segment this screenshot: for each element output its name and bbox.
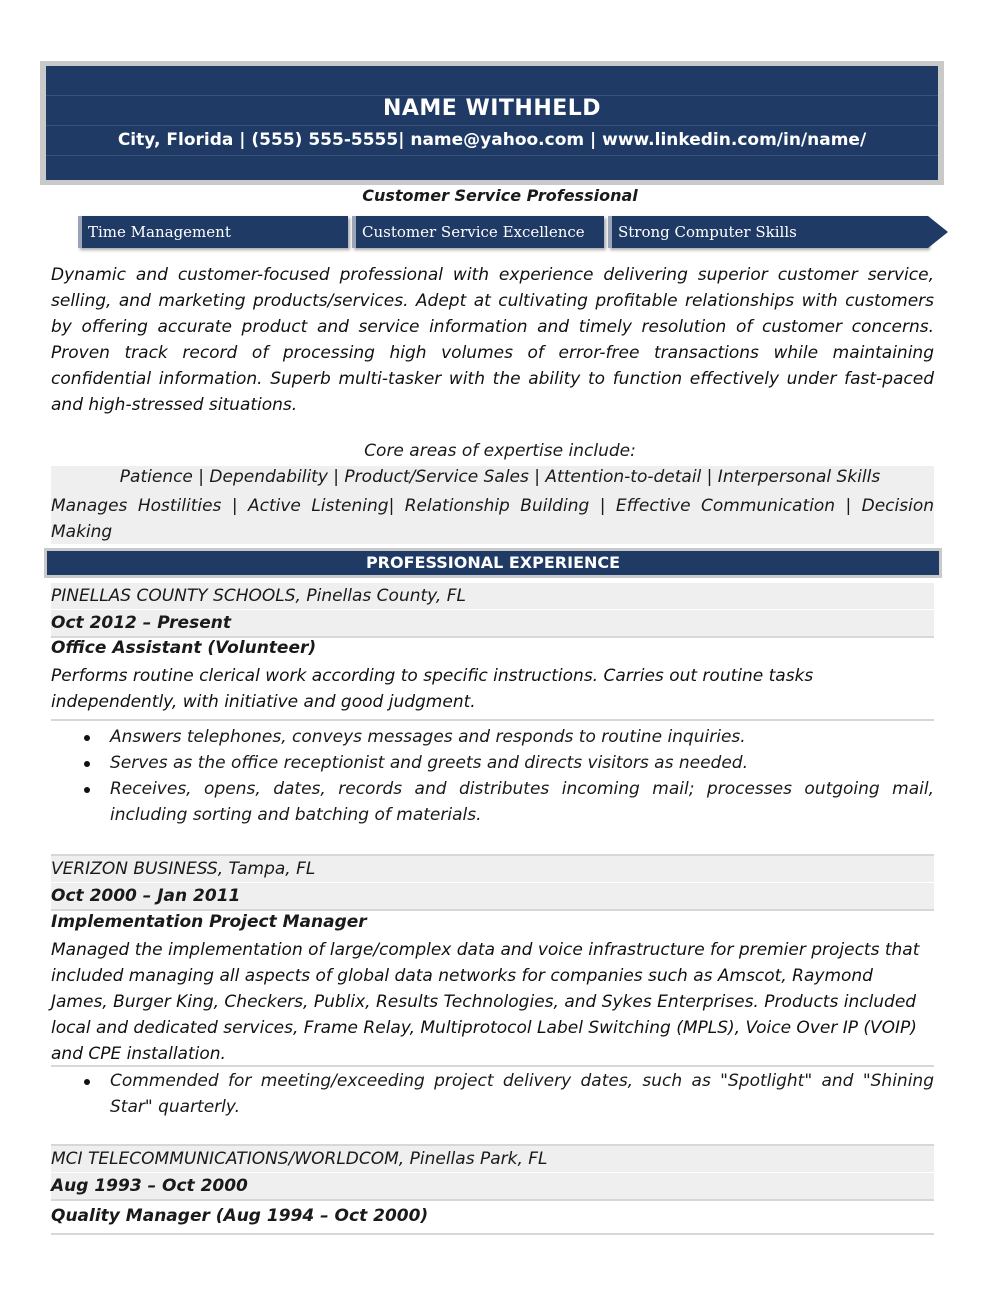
job-bullets — [51, 724, 934, 828]
contact-info: City, Florida | (555) 555-5555| name@yahoo.com | www.linkedin.com/in/name/ — [117, 130, 867, 150]
core-expertise-line-1: Patience | Dependability | Product/Service Sales | Attention-to-detail | Interpersonal Skills — [119, 467, 881, 487]
core-expertise-title: Core areas of expertise include: — [364, 441, 636, 461]
candidate-name: NAME WITHHELD — [382, 96, 602, 121]
job-company: PINELLAS COUNTY SCHOOLS, Pinellas County, FL — [51, 586, 466, 606]
divider — [51, 1233, 934, 1235]
skill-computer: Strong Computer Skills — [608, 216, 928, 248]
job-title: Office Assistant (Volunteer) — [51, 638, 317, 658]
skill-time-management: Time Management — [78, 216, 348, 248]
header-banner — [40, 61, 944, 185]
job-header — [51, 856, 934, 909]
list-item: Commended for meeting/exceeding project delivery dates, such as "Spotlight" and "Shining Star" quarterly. — [51, 1068, 934, 1120]
job-company: MCI TELECOMMUNICATIONS/WORLDCOM, Pinellas Park, FL — [51, 1149, 548, 1169]
header-banner-inner — [46, 66, 938, 180]
divider — [51, 1065, 934, 1067]
job-dates: Aug 1993 – Oct 2000 — [51, 1172, 934, 1199]
divider — [51, 909, 934, 911]
section-header-experience: PROFESSIONAL EXPERIENCE — [44, 548, 942, 578]
job-description: Performs routine clerical work according to specific instructions. Carries out routine tasks independently, with initiative and good judgment. — [51, 666, 814, 712]
job-bullets — [51, 1068, 934, 1120]
job-dates: Oct 2000 – Jan 2011 — [51, 882, 934, 909]
list-item: Receives, opens, dates, records and distributes incoming mail; processes outgoing mail, including sorting and batching of materials. — [51, 776, 934, 828]
professional-headline: Customer Service Professional — [362, 186, 638, 205]
skills-chevron-bar — [78, 216, 953, 250]
skill-customer-service: Customer Service Excellence — [352, 216, 604, 248]
job-title: Quality Manager (Aug 1994 – Oct 2000) — [51, 1206, 429, 1226]
job-title: Implementation Project Manager — [51, 912, 367, 932]
job-header — [51, 583, 934, 636]
job-header — [51, 1146, 934, 1199]
job-dates: Oct 2012 – Present — [51, 609, 934, 636]
job-company: VERIZON BUSINESS, Tampa, FL — [51, 859, 316, 879]
list-item: Serves as the office receptionist and greets and directs visitors as needed. — [51, 750, 934, 776]
summary-paragraph: Dynamic and customer-focused professional with experience delivering superior customer service, selling, and marketing products/services. Adept at cultivating profitable relationships with customers by offering accurate product and service information and timely resolution of customer concerns. Proven track record of processing high volumes of error-free transactions while maintaining confidential information. Superb multi-tasker with the ability to function effectively under fast-paced and high-stressed situations. — [51, 265, 934, 415]
divider — [51, 1199, 934, 1201]
divider — [51, 719, 934, 721]
chevron-arrow-icon — [928, 216, 948, 248]
job-description: Managed the implementation of large/complex data and voice infrastructure for premier projects that included managing all aspects of global data networks for companies such as Amscot, Raymond James, Burger King, Checkers, Publix, Results Technologies, and Sykes Enterprises. Products included local and dedicated services, Frame Relay, Multiprotocol Label Switching (MPLS), Voice Over IP (VOIP) and CPE installation. — [51, 940, 920, 1064]
list-item: Answers telephones, conveys messages and responds to routine inquiries. — [51, 724, 934, 750]
core-expertise-line-2: Manages Hostilities | Active Listening| Relationship Building | Effective Communication | Decision Making — [51, 496, 934, 542]
